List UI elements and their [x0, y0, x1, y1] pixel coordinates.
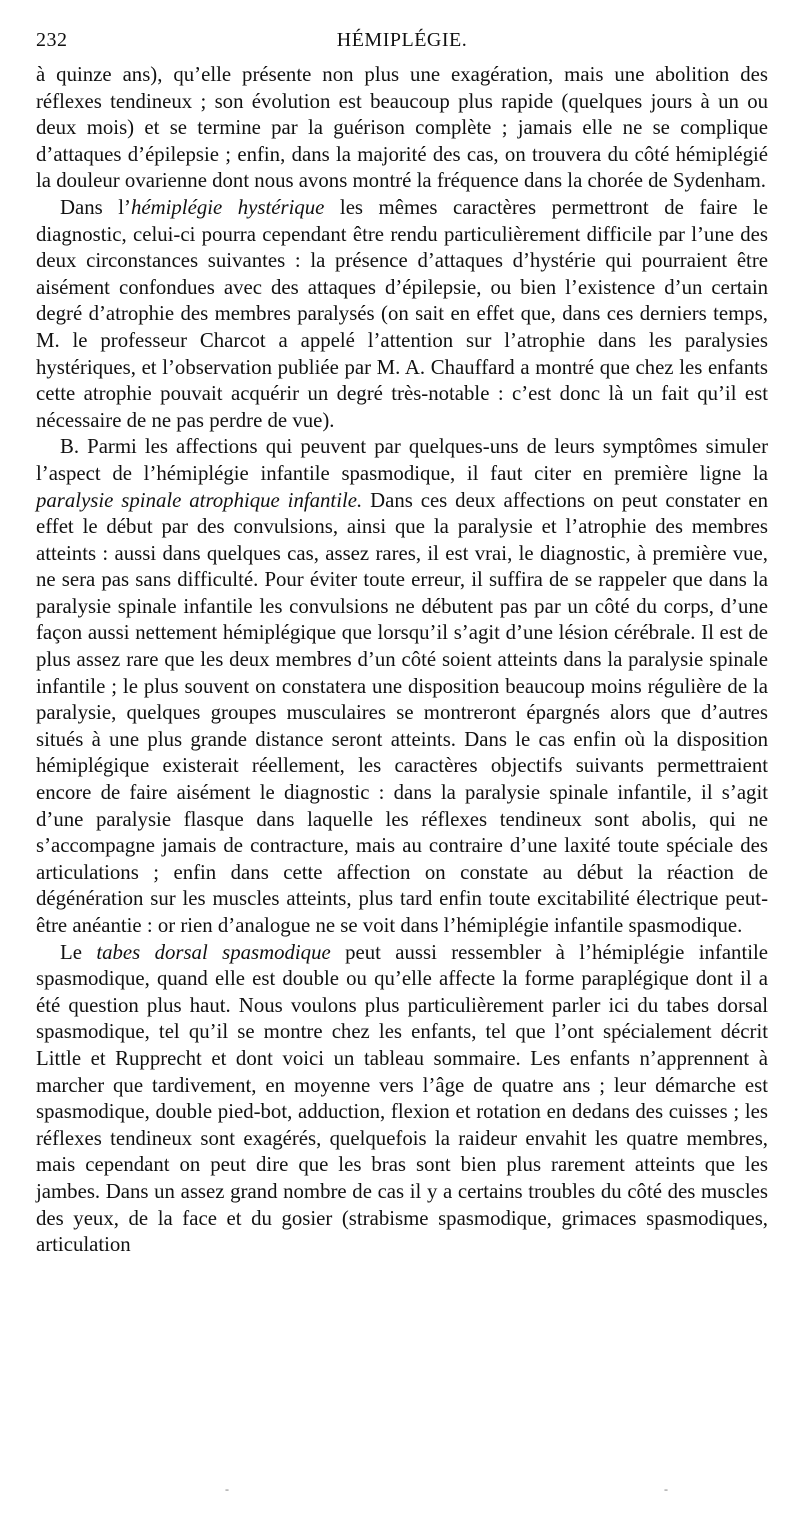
- book-page: [36, 28, 768, 1259]
- running-title: HÉMIPLÉGIE.: [336, 29, 468, 51]
- text-run: Dans l’: [60, 195, 131, 219]
- text-run: les mêmes caractères permettront de faire le diagnostic, celui-ci pourra cependant être rendu particulièrement difficile par l’une des deux circonstances suivantes : la présence d’attaques d’hystérie qui pourraient être aisément confondues avec des attaques d’épilepsie, ou bien l’existence d’un certain degré d’atrophie des membres paralysés (on sait en effet que, dans ces derniers temps, M. le professeur Charcot a appelé l’attention sur l’atrophie dans les paralysies hystériques, et l’observation publiée par M. A. Chauffard a montré que chez les enfants cette atrophie pouvait acquérir un degré très-notable : c’est donc là un fait qu’il est nécessaire de ne pas perdre de vue).: [36, 195, 768, 432]
- body-text: [36, 62, 768, 1259]
- page-header: [36, 28, 768, 52]
- text-run: Le: [60, 940, 97, 964]
- italic-term: paralysie spinale atrophique infantile.: [36, 488, 363, 512]
- text-run: Dans ces deux affections on peut constater en effet le début par des convulsions, ainsi que la paralysie et l’atrophie des membres atteints : aussi dans quelques cas, assez rares, il est vrai, le diagnostic, à première vue, ne sera pas sans difficulté. Pour éviter toute erreur, il suffira de se rappeler que dans la paralysie spinale infantile les convulsions ne débutent pas par un côté du corps, d’une façon aussi nettement hémiplégique que lorsqu’il s’agit d’une lésion cérébrale. Il est de plus assez rare que les deux membres d’un côté soient atteints dans la paralysie spinale infantile ; le plus souvent on constatera une disposition beaucoup moins régulière de la paralysie, quelques groupes musculaires se montreront épargnés alors que d’autres situés à une plus grande distance seront atteints. Dans le cas enfin où la disposition hémiplégique existerait réellement, les caractères objectifs suivants permettraient encore de faire aisément le diagnostic : dans la paralysie spinale infantile, il s’agit d’une paralysie flasque dans laquelle les réflexes tendineux sont abolis, qui ne s’accompagne jamais de contracture, mais au contraire d’une laxité toute spéciale des articulations ; enfin dans cette affection on constate au début la réaction de dégénération sur les muscles atteints, plus tard enfin toute excitabilité électrique peut-être anéantie : or rien d’analogue ne se voit dans l’hémiplégie infantile spasmodique.: [36, 488, 768, 937]
- footer-mark: -: [664, 1482, 668, 1496]
- footer-mark: -: [225, 1482, 229, 1496]
- text-run: à quinze ans), qu’elle présente non plus une exagération, mais une abolition des réflexes tendineux ; son évolution est beaucoup plus rapide (quelques jours à un ou deux mois) et se termine par la guérison complète ; jamais elle ne se complique d’attaques d’épilepsie ; enfin, dans la majorité des cas, on trouvera du côté hémiplégié la douleur ovarienne dont nous avons montré la fréquence dans la chorée de Sydenham.: [36, 63, 768, 193]
- paragraph: [36, 940, 768, 1259]
- italic-term: tabes dorsal spasmodique: [96, 940, 331, 964]
- text-run: B. Parmi les affections qui peuvent par quelques-uns de leurs symptômes simuler l’aspect de l’hémiplégie infantile spasmodique, il faut citer en première ligne la: [36, 435, 768, 485]
- page-number: 232: [36, 29, 68, 51]
- paragraph: [36, 62, 768, 195]
- paragraph: [36, 434, 768, 939]
- italic-term: hémiplégie hystérique: [130, 195, 325, 219]
- paragraph: [36, 195, 768, 434]
- text-run: peut aussi ressembler à l’hémiplégie infantile spasmodique, quand elle est double ou qu’elle affecte la forme paraplégique dont il a été question plus haut. Nous voulons plus particulièrement parler ici du tabes dorsal spasmodique, tel qu’il se montre chez les enfants, tel que l’ont spécialement décrit Little et Rupprecht et dont voici un tableau sommaire. Les enfants n’apprennent à marcher que tardivement, en moyenne vers l’âge de quatre ans ; leur démarche est spasmodique, double pied-bot, adduction, flexion et rotation en dedans des cuisses ; les réflexes tendineux sont exagérés, quelquefois la raideur envahit les quatre membres, mais cependant on peut dire que les bras sont bien plus rarement atteints que les jambes. Dans un assez grand nombre de cas il y a certains troubles du côté des muscles des yeux, de la face et du gosier (strabisme spasmodique, grimaces spasmodiques, articulation: [36, 940, 769, 1257]
